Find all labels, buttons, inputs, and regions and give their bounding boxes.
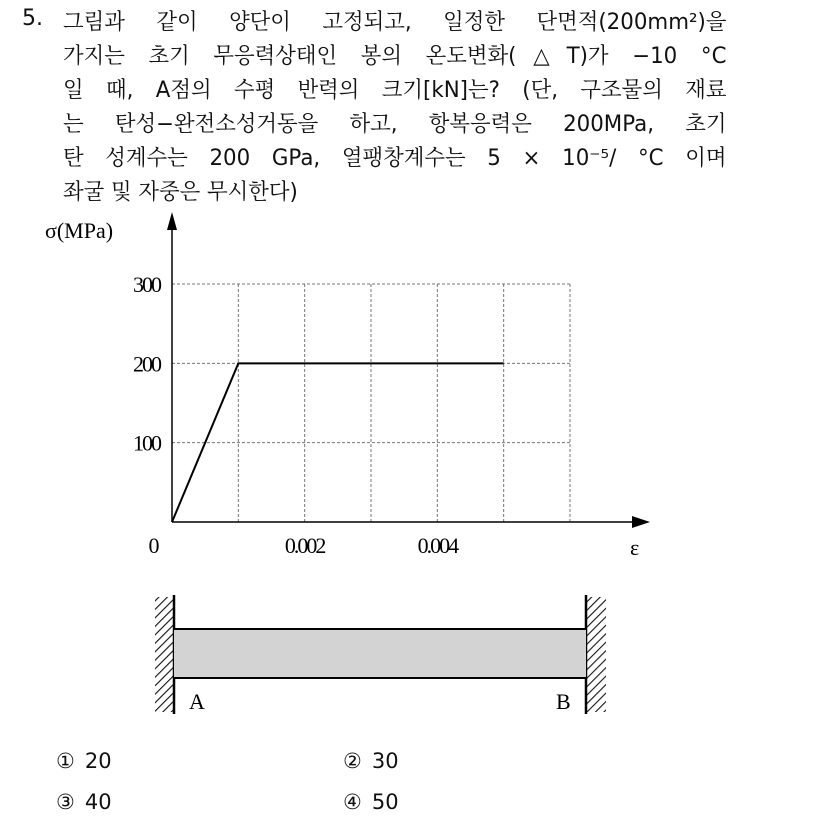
x-tick-label: 0.004 xyxy=(417,533,458,558)
y-tick-label: 200 xyxy=(133,351,160,377)
question-line: 그림과 같이 양단이 고정되고, 일정한 단면적(200mm²)을 xyxy=(63,10,727,35)
beam-bar xyxy=(174,629,586,678)
x-tick-label: 0 xyxy=(148,533,158,558)
x-tick-label: 0.002 xyxy=(284,533,325,558)
option-marker: ② xyxy=(343,749,362,773)
question-line: 탄 성계수는 200 GPa, 열팽창계수는 5 × 10⁻⁵/ °C 이며 xyxy=(63,146,727,171)
x-axis-label: ε xyxy=(630,535,640,560)
y-tick-label: 300 xyxy=(133,272,160,297)
option-1[interactable] xyxy=(56,749,112,773)
option-marker: ④ xyxy=(343,790,362,814)
question-line: 일 때, A점의 수평 반력의 크기[kN]는? (단, 구조물의 재료 xyxy=(63,78,727,103)
left-wall-hatch xyxy=(155,597,174,712)
option-value: 40 xyxy=(84,790,112,814)
option-value: 50 xyxy=(371,790,399,814)
option-value: 20 xyxy=(84,749,112,773)
y-tick-label: 100 xyxy=(133,430,160,456)
question-line: 는 탄성−완전소성거동을 하고, 항복응력은 200MPa, 초기 xyxy=(63,112,727,137)
option-3[interactable] xyxy=(56,790,112,814)
chart-grid xyxy=(172,284,570,522)
option-value: 30 xyxy=(371,749,399,773)
option-marker: ① xyxy=(56,749,75,773)
y-axis-label: σ(MPa) xyxy=(45,218,114,243)
option-marker: ③ xyxy=(56,790,75,814)
question-number: 5. xyxy=(22,6,43,31)
y-axis-arrow-icon xyxy=(167,212,177,230)
point-b-label: B xyxy=(556,689,571,714)
question-line: 가지는 초기 무응력상태인 봉의 온도변화(△T)가 −10 °C xyxy=(63,44,727,69)
question-line: 좌굴 및 자중은 무시한다) xyxy=(63,180,298,205)
option-4[interactable] xyxy=(343,790,399,814)
option-2[interactable] xyxy=(343,749,399,773)
chart-axes xyxy=(167,212,650,528)
chart-labels xyxy=(45,218,639,560)
x-axis-arrow-icon xyxy=(632,516,650,528)
right-wall-hatch xyxy=(587,597,606,712)
point-a-label: A xyxy=(189,689,205,714)
